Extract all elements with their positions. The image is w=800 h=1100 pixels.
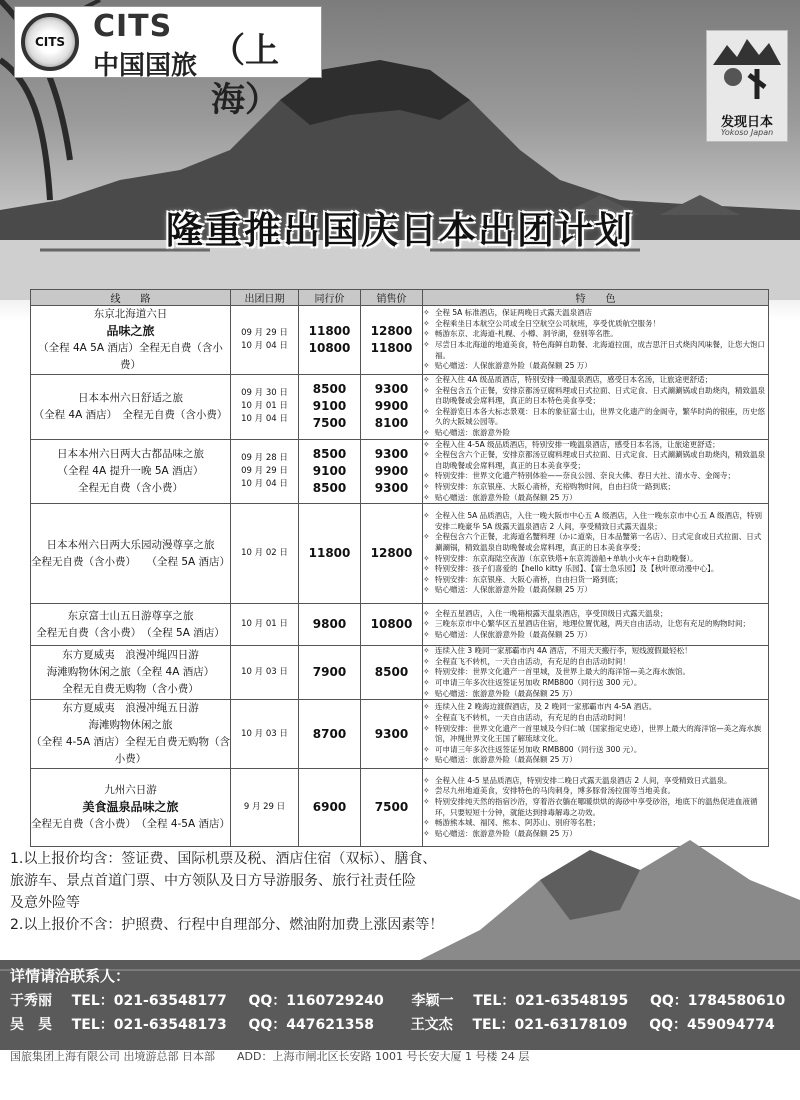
badge-title: 发现日本 [720, 115, 773, 130]
feature-item [423, 428, 768, 439]
route-line: （全程 4-5A 酒店）全程无自费无购物（含小费） [31, 736, 231, 766]
route-line: 日本本州六日两大乐园动漫尊享之旅 [46, 538, 215, 551]
star-bullet-icon: ✧ [423, 553, 430, 563]
feature-text: 特别安排：世界文化遗产一首里城及今归仁城（国家指定史迹），世界上最大的海洋馆—美之海水族馆，冲绳世界文化王国了解琉球文化。 [435, 723, 762, 744]
star-bullet-icon: ✧ [423, 786, 430, 796]
star-bullet-icon: ✧ [423, 677, 430, 687]
star-bullet-icon: ✧ [423, 361, 430, 371]
feature-item [423, 724, 768, 745]
sale-price: 12800 [370, 546, 413, 561]
route-cell [31, 646, 231, 700]
feature-item [423, 319, 768, 330]
contact-name: 吴 昊 [10, 1017, 52, 1033]
trade-price: 8500 [312, 382, 347, 397]
feature-item [423, 329, 768, 340]
star-bullet-icon: ✧ [423, 619, 430, 629]
contact-tel: TEL：021-63548195 [473, 993, 629, 1009]
route-line: 海滩购物休闲之旅 [88, 719, 173, 732]
star-bullet-icon: ✧ [423, 608, 430, 618]
departure-date: 09 月 29 日 [241, 328, 288, 338]
departure-date-cell [231, 769, 299, 847]
feature-text: 全程直飞不转机，一天自由活动，有充足的自由活动时间！ [435, 656, 630, 666]
table-row [31, 646, 769, 700]
feature-text: 可申请三年多次往返签证另加收 RMB800（同行送 300 元）。 [435, 677, 642, 687]
route-line: 九州六日游 [104, 784, 157, 797]
feature-item [423, 713, 768, 724]
features-cell [423, 504, 769, 604]
contact-name: 李颖一 [411, 993, 454, 1009]
route-line: 美食温泉品味之旅 [82, 800, 179, 815]
trade-price-cell [299, 439, 361, 504]
star-bullet-icon: ✧ [423, 427, 430, 437]
route-line: 海滩购物休闲之旅（全程 4A 酒店） [46, 666, 215, 679]
feature-text: 特别安排纯天然的指宿沙浴，穿着浴衣躺在哪暖烘烘的海砂中享受砂浴，地底下的温热促进血液循环，只要短短十分钟，就能达到排毒解毒之功效。 [435, 797, 758, 817]
feature-text: 尝尽九州地道美食，安排特色的马肉刺身，博多豚骨汤拉面等当地美食。 [435, 786, 675, 796]
feature-text: 特别安排：东京海陆空夜游（东京铁塔+东京湾游船+单轨小火车+自助晚餐）。 [435, 553, 698, 563]
col-route: 线 路 [31, 290, 231, 306]
sale-price: 9900 [374, 399, 409, 414]
sale-price: 9300 [374, 382, 409, 397]
logo-en-name: CITS [93, 9, 173, 44]
feature-text: 贴心赠送：旅游意外险（最高保额 25 万） [435, 688, 577, 698]
feature-text: 连续入住 2 晚海边渡假酒店，及 2 晚同一家那霸市内 4-5A 酒店。 [435, 702, 657, 712]
feature-item [423, 657, 768, 668]
contact-row [10, 990, 785, 1010]
headline: 隆重推出国庆日本出团计划 [166, 209, 634, 252]
feature-text: 全程直飞不转机，一天自由活动，有充足的自由活动时间！ [435, 712, 630, 722]
star-bullet-icon: ✧ [423, 471, 430, 481]
departure-date-cell [231, 504, 299, 604]
route-cell [31, 504, 231, 604]
departure-date: 10 月 02 日 [241, 548, 288, 559]
star-bullet-icon: ✧ [423, 385, 430, 395]
route-line: （全程 4A 提升一晚 5A 酒店） [57, 464, 204, 477]
feature-text: 全程入住 4-5 星品质酒店，特别安排二晚日式露天温泉酒店 2 人间，享受精致日式温泉。 [435, 775, 732, 785]
col-trade-price: 同行价 [299, 290, 361, 306]
star-bullet-icon: ✧ [423, 744, 430, 754]
star-bullet-icon: ✧ [423, 340, 430, 349]
feature-item [423, 440, 768, 451]
feature-item [423, 702, 768, 713]
route-line: 全程无自费（含小费） [78, 481, 183, 494]
departure-date: 10 月 01 日 [241, 619, 288, 630]
features-cell [423, 646, 769, 700]
trade-price: 9100 [312, 399, 347, 414]
feature-item [423, 755, 768, 766]
logo-branch: （上海） [211, 31, 279, 120]
sale-price: 8500 [374, 665, 409, 680]
features-cell [423, 439, 769, 504]
star-bullet-icon: ✧ [423, 585, 430, 595]
star-bullet-icon: ✧ [423, 797, 430, 807]
departure-date: 09 月 28 日 [241, 452, 288, 463]
tour-table [30, 289, 769, 847]
star-bullet-icon: ✧ [423, 308, 430, 318]
feature-text: 全程入住 4A 级品质酒店，特别安排一晚温泉酒店，感受日本名汤，让旅途更舒适； [435, 375, 713, 384]
feature-item [423, 375, 768, 386]
trade-price-cell [299, 769, 361, 847]
feature-item [423, 482, 768, 493]
route-line: 东京富士山五日游尊享之旅 [67, 609, 194, 622]
feature-text: 尽尝日本北海道的地道美食，特色海鲜自助餐、北海道拉面，成吉思汗日式烧肉风味餐，让您大饱口福。 [435, 340, 765, 360]
feature-item [423, 797, 768, 818]
trade-price: 9100 [312, 463, 347, 478]
table-row [31, 375, 769, 440]
departure-date: 09 月 30 日 [241, 388, 288, 399]
departure-date: 10 月 03 日 [241, 667, 288, 678]
departure-date-cell [231, 306, 299, 375]
sale-price: 10800 [370, 617, 413, 632]
note-line: 及意外险等 [10, 895, 80, 911]
sale-price: 9900 [374, 463, 409, 478]
feature-item [423, 564, 768, 575]
route-cell [31, 700, 231, 769]
star-bullet-icon: ✧ [423, 656, 430, 666]
sale-price: 11800 [370, 341, 413, 355]
note-line: 旅游车、景点首道门票、中方领队及日方导游服务、旅行社责任险 [10, 873, 416, 889]
cits-logo [14, 6, 322, 120]
route-line: 全程无自费无购物（含小费） [62, 683, 199, 696]
contact-qq: QQ：447621358 [248, 1017, 374, 1033]
feature-text: 特别安排：东京银座、大阪心斋桥，自由扫货一路到底； [435, 574, 623, 584]
note-line: 1.以上报价均含：签证费、国际机票及税、酒店住宿（双标）、膳食、 [10, 851, 437, 867]
star-bullet-icon: ✧ [423, 318, 430, 328]
trade-price-cell [299, 504, 361, 604]
sale-price-cell [361, 604, 423, 646]
feature-text: 全程入住 4-5A 级品质酒店，特别安排一晚温泉酒店，感受日本名汤，让旅途更舒适； [435, 439, 720, 449]
feature-item [423, 575, 768, 586]
star-bullet-icon: ✧ [423, 564, 430, 574]
feature-item [423, 340, 768, 361]
feature-text: 贴心赠送：人保旅游意外险（最高保额 25 万） [435, 361, 592, 371]
star-bullet-icon: ✧ [423, 492, 430, 502]
feature-item [423, 450, 768, 471]
col-date: 出团日期 [231, 290, 299, 306]
star-bullet-icon: ✧ [423, 532, 430, 542]
star-bullet-icon: ✧ [423, 406, 430, 416]
route-cell [31, 375, 231, 440]
sale-price-cell [361, 646, 423, 700]
feature-text: 全程包含五个正餐，安排京都汤豆腐料理或日式拉面、日式定食、日式涮涮锅或自助烧肉，精致温泉自助晚餐或会席料理，真正的日本特色美食享受； [435, 385, 765, 406]
table-row [31, 504, 769, 604]
sale-price-cell [361, 504, 423, 604]
globe-icon: CITS [21, 13, 79, 71]
route-line: 东京北海道六日 [93, 308, 168, 320]
route-line: 全程无自费（含小费） （全程 5A 酒店） [31, 555, 231, 568]
table-header [31, 290, 769, 306]
feature-item [423, 646, 768, 657]
trade-price-cell [299, 700, 361, 769]
route-line: 东方夏威夷 浪漫冲绳五日游 [62, 702, 199, 715]
feature-item [423, 493, 768, 504]
table-row [31, 439, 769, 504]
sale-price: 7500 [374, 800, 409, 815]
col-features: 特 色 [423, 290, 769, 306]
feature-item [423, 386, 768, 407]
feature-item [423, 361, 768, 372]
features-cell [423, 604, 769, 646]
feature-item [423, 786, 768, 797]
departure-date-cell [231, 439, 299, 504]
star-bullet-icon: ✧ [423, 755, 430, 765]
route-cell [31, 769, 231, 847]
table-row [31, 700, 769, 769]
trade-price: 9800 [312, 617, 347, 632]
star-bullet-icon: ✧ [423, 450, 430, 460]
star-bullet-icon: ✧ [423, 646, 430, 656]
trade-price: 8500 [312, 446, 347, 461]
departure-date-cell [231, 604, 299, 646]
feature-item [423, 407, 768, 428]
trade-price: 7500 [312, 416, 347, 431]
sale-price-cell [361, 769, 423, 847]
discover-japan-badge [706, 30, 788, 142]
feature-text: 贴心赠送：旅游意外险（最高保额 25 万） [435, 492, 577, 502]
feature-item [423, 630, 768, 641]
feature-text: 贴心赠送：旅游意外险（最高保额 25 万） [435, 755, 577, 765]
footer-address: 国旅集团上海有限公司 出境游总部 日本部 ADD：上海市闸北区长安路 1001 号长安大厦 1 号楼 24 层 [10, 1050, 530, 1063]
sale-price: 8100 [374, 416, 409, 431]
table-row [31, 604, 769, 646]
star-bullet-icon: ✧ [423, 439, 430, 449]
route-cell [31, 439, 231, 504]
sale-price-cell [361, 306, 423, 375]
trade-price: 7900 [312, 665, 347, 680]
col-sale-price: 销售价 [361, 290, 423, 306]
trade-price-cell [299, 604, 361, 646]
departure-date: 09 月 29 日 [241, 465, 288, 476]
feature-text: 贴心赠送：人保旅游意外险（最高保额 25 万） [435, 585, 592, 595]
star-bullet-icon: ✧ [423, 775, 430, 785]
departure-date-cell [231, 646, 299, 700]
star-bullet-icon: ✧ [423, 712, 430, 722]
trade-price-cell [299, 375, 361, 440]
feature-text: 畅游熊本城、福冈、熊本、阿苏山、别府等名胜； [435, 818, 600, 828]
contact-qq: QQ：1784580610 [649, 993, 786, 1009]
contact-qq: QQ：1160729240 [248, 993, 384, 1009]
features-cell [423, 700, 769, 769]
departure-date: 10 月 03 日 [241, 728, 288, 739]
route-line: 日本本州六日两大古都品味之旅 [57, 447, 204, 460]
star-bullet-icon: ✧ [423, 329, 430, 339]
trade-price: 11800 [308, 324, 351, 338]
trade-price: 11800 [308, 546, 351, 561]
sale-price: 9300 [374, 446, 409, 461]
feature-item [423, 678, 768, 689]
star-bullet-icon: ✧ [423, 828, 430, 838]
route-line: 日本本州六日舒适之旅 [78, 391, 183, 404]
feature-item [423, 667, 768, 678]
badge-subtitle: Yokoso Japan [720, 128, 774, 137]
feature-text: 畅游东京、北海道-札幌、小樽、洞爷湖，登别等名胜。 [435, 329, 618, 339]
note-line: 2.以上报价不含：护照费、行程中自理部分、燃油附加费上涨因素等！ [10, 917, 444, 933]
contact-tel: TEL：021-63178109 [472, 1017, 628, 1033]
star-bullet-icon: ✧ [423, 511, 430, 521]
star-bullet-icon: ✧ [423, 723, 430, 733]
contact-title: 详情请洽联系人： [10, 967, 131, 985]
sale-price: 12800 [370, 324, 413, 338]
feature-item [423, 511, 768, 532]
feature-text: 特别安排：孩子们喜爱的【hello kitty 乐园】、【富士急乐园】及【秋叶原动漫中心】。 [435, 564, 719, 574]
route-line: 全程无自费（含小费） （全程 4-5A 酒店） [31, 818, 231, 831]
trade-price: 8500 [312, 480, 347, 495]
feature-text: 全程包含六个正餐，安排京都汤豆腐料理或日式拉面、日式定食、日式涮涮锅或自助烧肉，精致温泉自助晚餐或会席料理，真正的日本美食享受； [435, 450, 765, 470]
sale-price-cell [361, 375, 423, 440]
departure-date: 10 月 04 日 [241, 478, 288, 489]
features-cell [423, 306, 769, 375]
feature-item [423, 554, 768, 565]
feature-text: 全程游览日本各大标志景观：日本的象征富士山，世界文化遗产的金阁寺，繁华时尚的银座，历史悠久的大阪城公园等。 [435, 406, 765, 427]
contact-name: 王文杰 [410, 1017, 453, 1033]
feature-text: 可申请三年多次往返签证另加收 RMB800（同行送 300 元）。 [435, 744, 642, 754]
departure-date: 10 月 01 日 [241, 401, 288, 412]
contact-name: 于秀丽 [10, 993, 52, 1009]
feature-item [423, 745, 768, 756]
feature-text: 全程五星酒店，入住一晚箱根露天温泉酒店，享受顶级日式露天温泉； [435, 608, 668, 618]
feature-text: 特别安排：东京银座、大阪心斋桥，充裕购物时间，自由扫货一路到底； [435, 481, 675, 491]
route-line: 东方夏威夷 浪漫冲绳四日游 [62, 649, 199, 662]
feature-text: 全程乘坐日本航空公司或全日空航空公司航班，享受优质航空服务！ [435, 318, 660, 328]
route-line: （全程 4A 5A 酒店）全程无自费（含小费） [38, 342, 223, 371]
feature-item [423, 471, 768, 482]
feature-item [423, 308, 768, 319]
contact-tel: TEL：021-63548173 [71, 1017, 227, 1033]
feature-item [423, 689, 768, 700]
sale-price-cell [361, 439, 423, 504]
departure-date-cell [231, 375, 299, 440]
departure-date: 10 月 04 日 [241, 341, 288, 351]
sale-price-cell [361, 700, 423, 769]
feature-text: 贴心赠送：旅游意外险（最高保额 25 万） [435, 828, 577, 838]
feature-text: 全程入住 5A 品质酒店，入住一晚大阪市中心五 A 级酒店，入住一晚东京市中心五 A 级酒店，特别安排二晚豪华 5A 级露天温泉酒店 2 人间，享受精致日式露天温泉； [435, 511, 762, 531]
star-bullet-icon: ✧ [423, 481, 430, 491]
feature-text: 贴心赠送：旅游意外险 [435, 427, 510, 437]
star-bullet-icon: ✧ [423, 629, 430, 639]
feature-item [423, 532, 768, 553]
route-cell [31, 604, 231, 646]
feature-item [423, 609, 768, 620]
route-cell [31, 306, 231, 375]
sale-price: 9300 [374, 726, 409, 741]
star-bullet-icon: ✧ [423, 375, 430, 384]
feature-text: 连续入住 3 晚同一家那霸市内 4A 酒店，不用天天搬行李，短线渡假最轻松！ [435, 646, 692, 656]
japan-logo-icon [713, 35, 781, 99]
star-bullet-icon: ✧ [423, 702, 430, 712]
star-bullet-icon: ✧ [423, 574, 430, 584]
trade-price: 8700 [312, 726, 347, 741]
departure-date: 10 月 04 日 [241, 414, 288, 425]
feature-text: 特别安排：世界文化遗产特别体验——奈良公园、奈良大佛、春日大社、清水寺、金阁寺； [435, 471, 735, 481]
trade-price-cell [299, 306, 361, 375]
departure-date-cell [231, 700, 299, 769]
feature-text: 三晚东京市中心繁华区五星酒店住宿，地理位置优越，两天自由活动，让您有充足的购物时间； [435, 619, 750, 629]
contact-tel: TEL：021-63548177 [71, 993, 227, 1009]
feature-item [423, 619, 768, 630]
sale-price: 9300 [374, 480, 409, 495]
trade-price: 10800 [308, 341, 351, 355]
trade-price-cell [299, 646, 361, 700]
star-bullet-icon: ✧ [423, 667, 430, 677]
contact-qq: QQ：459094774 [649, 1017, 775, 1033]
feature-text: 特别安排：世界文化遗产一首里城，及世界上最大的海洋馆—美之海水族馆。 [435, 667, 690, 677]
star-bullet-icon: ✧ [423, 818, 430, 828]
star-bullet-icon: ✧ [423, 688, 430, 698]
logo-cn-name: 中国国旅 [93, 51, 198, 81]
feature-item [423, 585, 768, 596]
feature-text: 贴心赠送：人保旅游意外险（最高保额 25 万） [435, 629, 592, 639]
route-line: 全程无自费（含小费） （全程 5A 酒店） [36, 626, 225, 639]
departure-date: 9 月 29 日 [243, 802, 286, 813]
feature-text: 全程包含六个正餐，北海道名蟹料理（かに道楽，日本品蟹第一名店）、日式定食或日式拉面、日式涮涮锅，精致温泉自助晚餐或会席料理，真正的日本美食享受； [435, 532, 762, 553]
feature-item [423, 776, 768, 787]
features-cell [423, 375, 769, 440]
feature-text: 全程 5A 标准酒店，保证两晚日式露天温泉酒店 [435, 308, 593, 318]
contact-row [10, 1014, 775, 1034]
trade-price: 6900 [312, 800, 347, 815]
table-row [31, 306, 769, 375]
route-line: （全程 4A 酒店） 全程无自费（含小费） [33, 408, 228, 421]
route-line: 品味之旅 [106, 324, 155, 338]
